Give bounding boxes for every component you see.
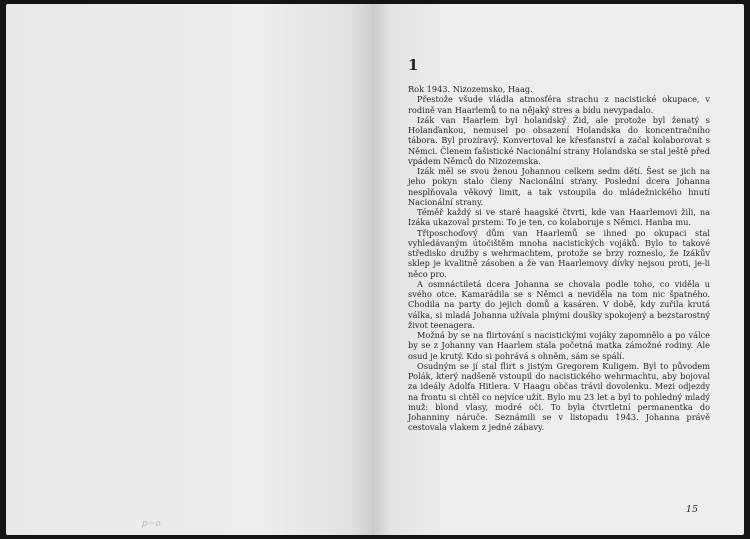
paragraph: Rok 1943. Nizozemsko, Haag. — [408, 84, 533, 94]
paragraph: Třiposchoďový dům van Haarlemů se ihned po okupaci stal vyhledávaným útočištěm mnoha nacistických vojáků. Bylo to takové středisko družby s wehrmachtem, protože se brzy rozneslo, že Izákův sklep je kvalitně zásoben a že van Haarlemovy dívky nejsou proti, je-li něco pro. — [408, 227, 710, 279]
paragraph: Přestože všude vládla atmosféra strachu z nacistické okupace, v rodině van Haarlemů to na nějaký stres a bídu nevypadalo. — [408, 94, 710, 115]
paragraph: A osmnáctiletá dcera Johanna se chovala podle toho, co viděla u svého otce. Kamarádila se s Němci a neviděla na tom nic špatného. Chodila na party do jejich domů a kasáren. V době, kdy zuřila krutá válka, si mladá Johanna užívala plnými doušky spokojený a bezstarostný život teenagera. — [408, 278, 710, 330]
paragraph: Možná by se na flirtování s nacistickými vojáky zapomnělo a po válce by se z Johanny van Haarlem stala početná matka zámožné rodiny. Ale osud je krutý. Kdo si pohrává s ohněm, sám se spálí. — [408, 330, 710, 361]
left-page — [6, 4, 372, 535]
page-number: 15 — [685, 504, 698, 515]
paragraph: Osudným se jí stal flirt s jistým Gregorem Kuligem. Byl to původem Polák, který nadšeně vstoupil do nacistického wehrmachtu, aby bojoval za ideály Adolfa Hitlera. V Haagu občas trávil dovolenku. Mezi odjezdy na frontu si chtěl co nejvíce užít. Bylo mu 23 let a byl to pohledný mladý muž: blond vlasy, modré oči. To byla čtvrtletní permanentka do Johanniny náruče. Seznámili se v listopadu 1943. Johanna právě cestovala vlakem z jedné zábavy. — [408, 360, 710, 433]
chapter-number: 1 — [408, 56, 419, 74]
paragraph: Téměř každý si ve staré haagské čtvrti, kde van Haarlemovi žili, na Izáka ukazoval prstem: To je ten, co kolaboruje s Němci. Hanba mu. — [408, 207, 710, 228]
chapter-text — [408, 84, 710, 433]
paragraph: Izák van Haarlem byl holandský Žid, ale protože byl ženatý s Holanďankou, nemusel po obsazení Holandska do koncentračního tábora. Byl prozíravý. Konvertoval ke křesťanství a začal kolaborovat s Němci. Členem fašistické Nacionální strany Holandska se stal ještě před vpádem Němců do Nizozemska. — [408, 114, 711, 166]
right-page — [372, 4, 744, 535]
pencil-margin-mark: p~o — [142, 519, 161, 529]
paragraph: Izák měl se svou ženou Johannou celkem sedm dětí. Šest se jich na jeho pokyn stalo členy Nacionální strany. Poslední dcera Johanna nesplňovala věkový limit, a tak vstoupila do mládežnického hnutí Nacionální strany. — [408, 166, 710, 207]
